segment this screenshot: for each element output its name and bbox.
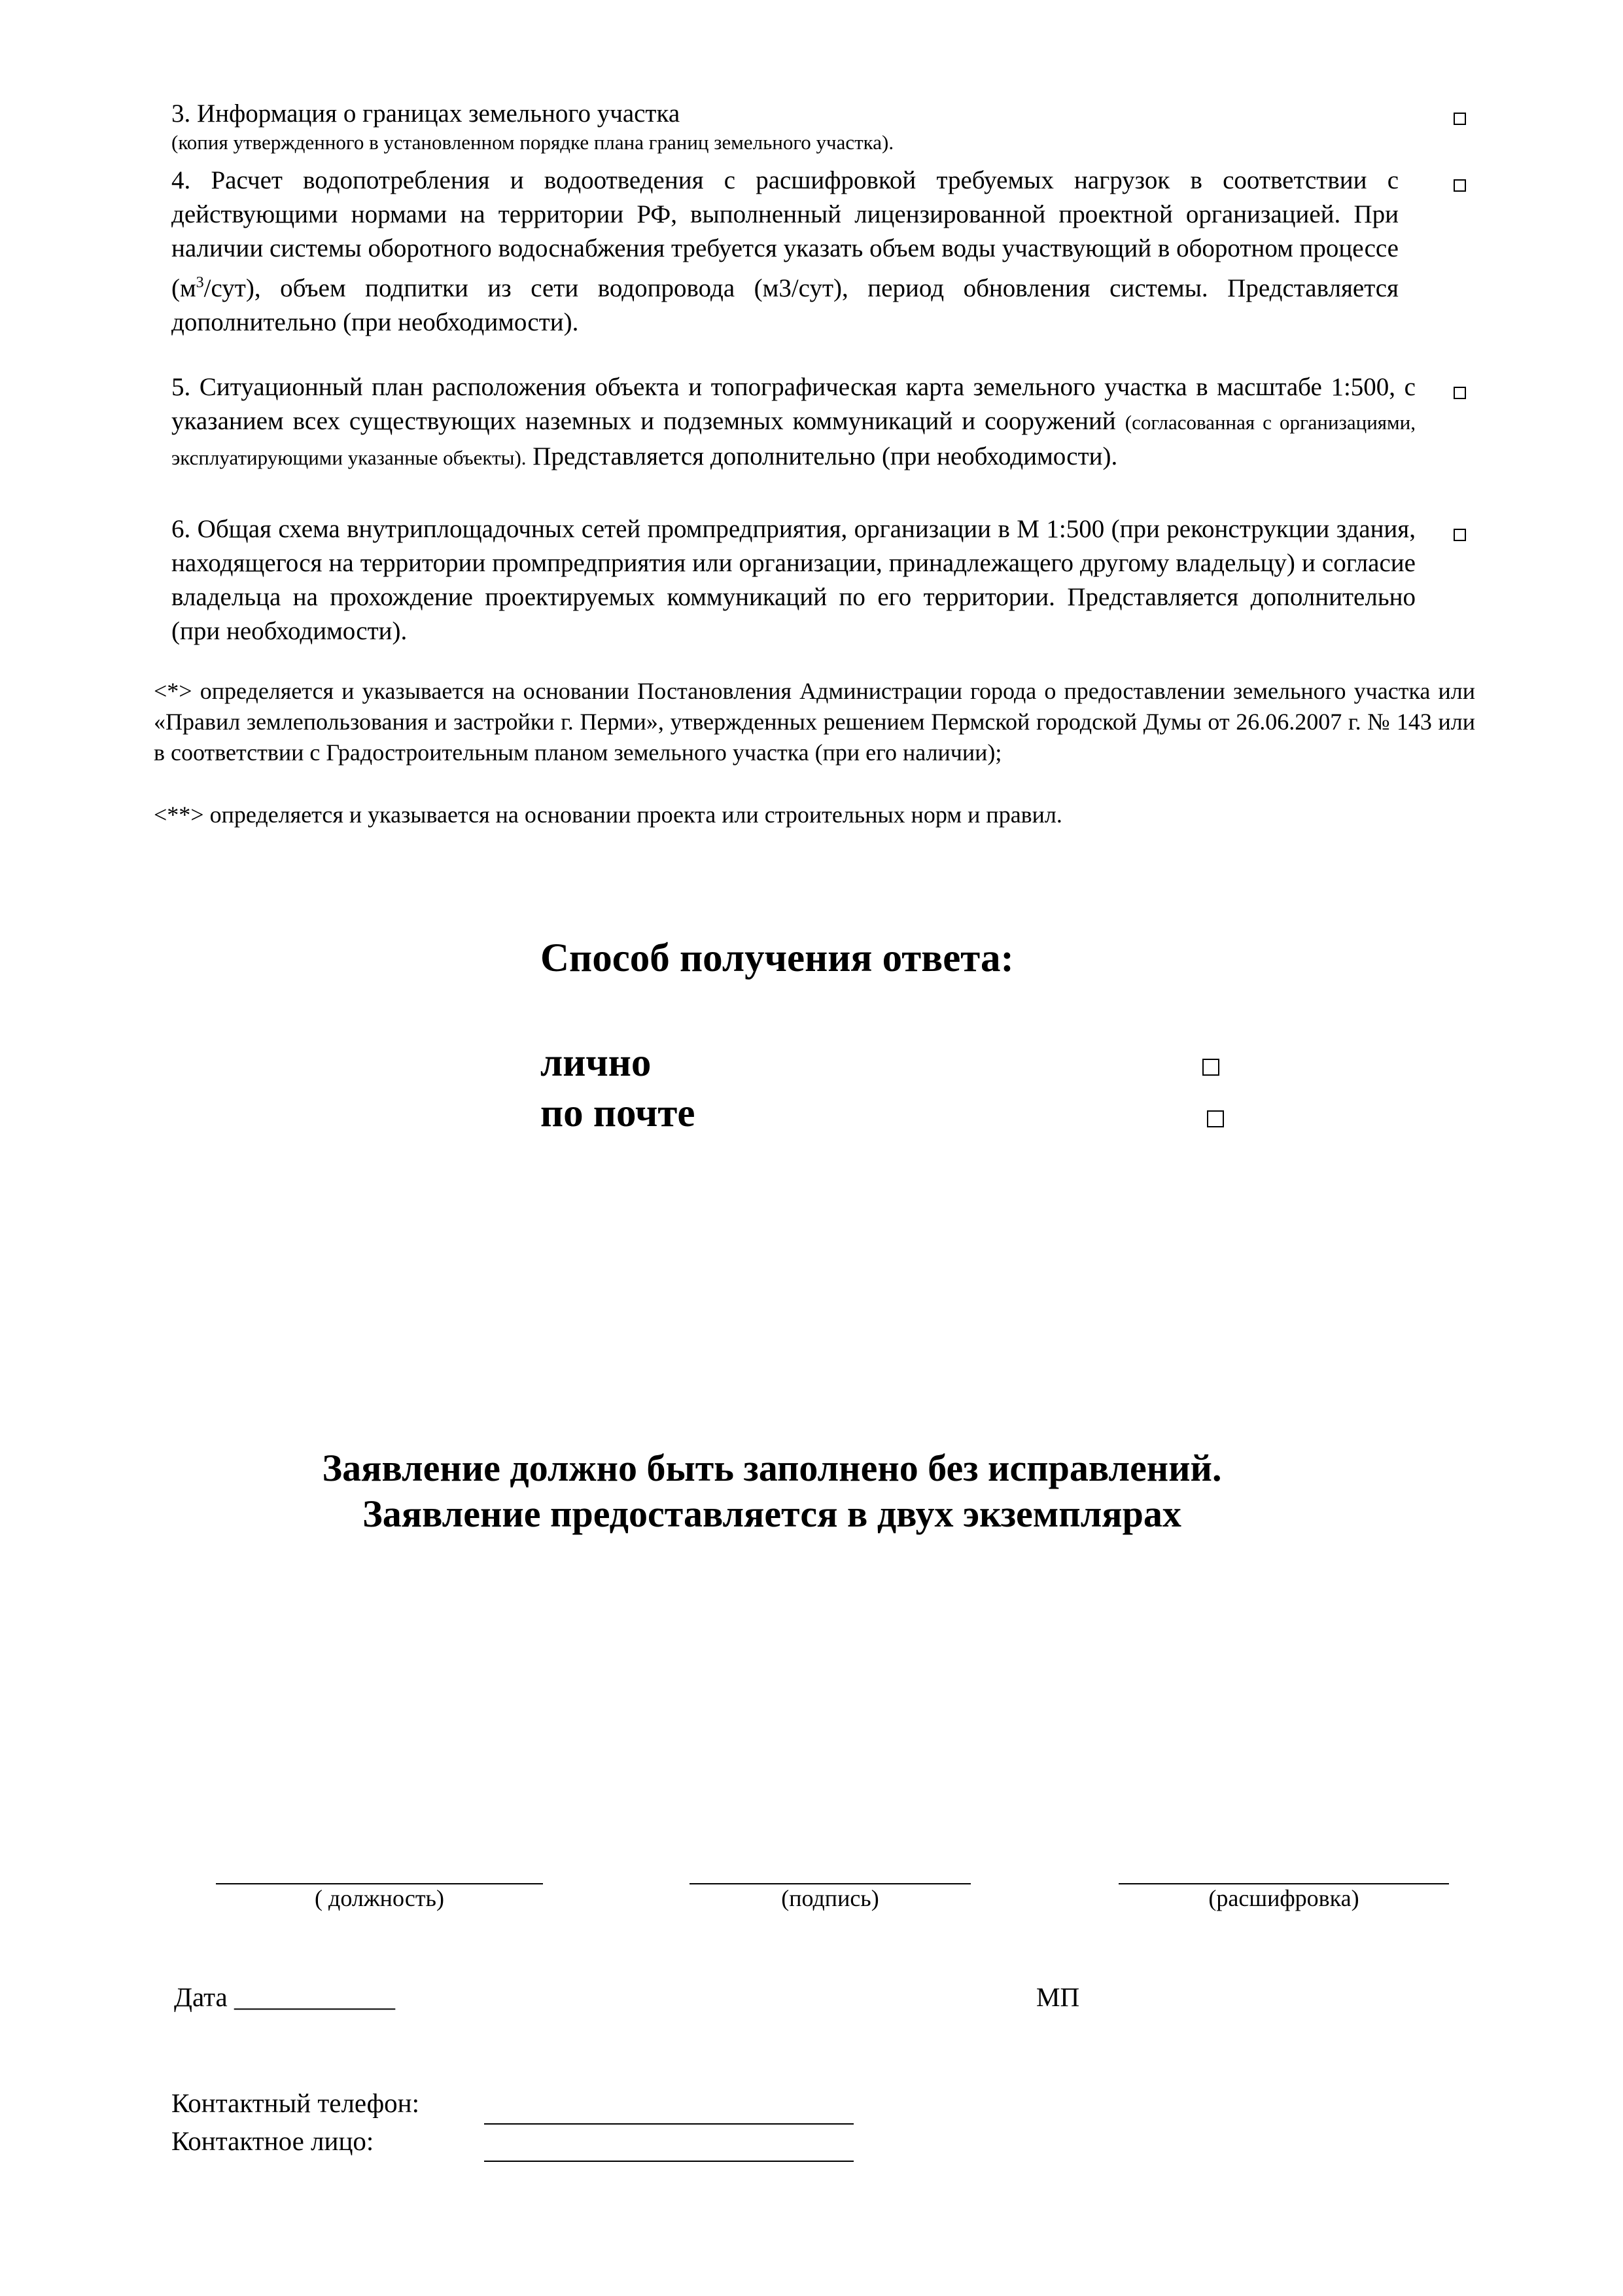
contact-person-line[interactable]: [484, 2161, 854, 2162]
contact-phone-label: Контактный телефон:: [171, 2088, 420, 2118]
checkbox-personally[interactable]: [1202, 1059, 1219, 1076]
response-option-personally: лично: [540, 1041, 652, 1085]
item-4: [171, 164, 1399, 340]
item-text-small: (согласованная с организациями, эксплуатирующими указанные объекты).: [171, 411, 1416, 469]
response-heading: Способ получения ответа:: [540, 936, 1014, 980]
item-number: 6.: [171, 515, 191, 543]
item-text-continued: Представляется дополнительно (при необходимости).: [532, 442, 1118, 470]
item-number: 5.: [171, 373, 191, 401]
checkbox-item-3[interactable]: [1454, 113, 1466, 125]
warning-line-2: Заявление предоставляется в двух экземплярах: [362, 1492, 1181, 1535]
item-number: 4.: [171, 166, 191, 194]
item-text: Ситуационный план расположения объекта и топографическая карта земельного участка в масштабе 1:500, с указанием всех существующих наземных и подземных коммуникаций и сооружений: [171, 373, 1416, 435]
warning-line-1: Заявление должно быть заполнено без исправлений.: [322, 1447, 1222, 1489]
item-text: Информация о границах земельного участка: [197, 99, 680, 128]
response-option-mail: по почте: [540, 1091, 695, 1135]
item-6: [171, 512, 1416, 648]
item-text: Расчет водопотребления и водоотведения с расшифровкой требуемых нагрузок в соответствии с действующими нормами на территории РФ, выполненный лицензированной проектной организацией. При наличии системы оборотного водоснабжения требуется указать объем воды участвующий в оборотном процессе (м: [171, 166, 1399, 302]
item-subtext: (копия утвержденного в установленном порядке плана границ земельного участка).: [171, 131, 894, 154]
item-3: [171, 97, 1414, 157]
item-5: [171, 370, 1416, 475]
contact-phone-line[interactable]: [484, 2123, 854, 2125]
checkbox-mail[interactable]: [1207, 1110, 1224, 1127]
signature-caption: (подпись): [781, 1885, 879, 1911]
item-text: Общая схема внутриплощадочных сетей промпредприятия, организации в М 1:500 (при реконструкции здания, находящегося на территории промпредприятия или организации, принадлежащего другому владельцу) и согласие владельца на прохождение проектируемых коммуникаций по его территории. Представляется дополнительно (при необходимости).: [171, 515, 1416, 645]
superscript: 3: [196, 274, 204, 291]
stamp-label: МП: [1036, 1982, 1080, 2012]
position-caption: ( должность): [315, 1885, 444, 1911]
checkbox-item-4[interactable]: [1454, 179, 1466, 192]
item-text-continued: /сут), объем подпитки из сети водопровода (м3/сут), период обновления системы. Представляется дополнительно (при необходимости).: [171, 274, 1399, 336]
contact-person-label: Контактное лицо:: [171, 2126, 374, 2156]
checkbox-item-6[interactable]: [1454, 529, 1466, 541]
item-number: 3.: [171, 99, 191, 128]
date-field[interactable]: Дата ____________: [174, 1982, 395, 2012]
footnote-2: <**> определяется и указывается на основании проекта или строительных норм и правил.: [154, 802, 1062, 828]
checkbox-item-5[interactable]: [1454, 387, 1466, 399]
footnote-1: <*> определяется и указывается на основании Постановления Администрации города о предоставлении земельного участка или «Правил землепользования и застройки г. Перми», утвержденных решением Пермской городской Думы от 26.06.2007 г. № 143 или в соответствии с Градостроительным планом земельного участка (при его наличии);: [154, 678, 1475, 766]
decoding-caption: (расшифровка): [1208, 1885, 1359, 1911]
